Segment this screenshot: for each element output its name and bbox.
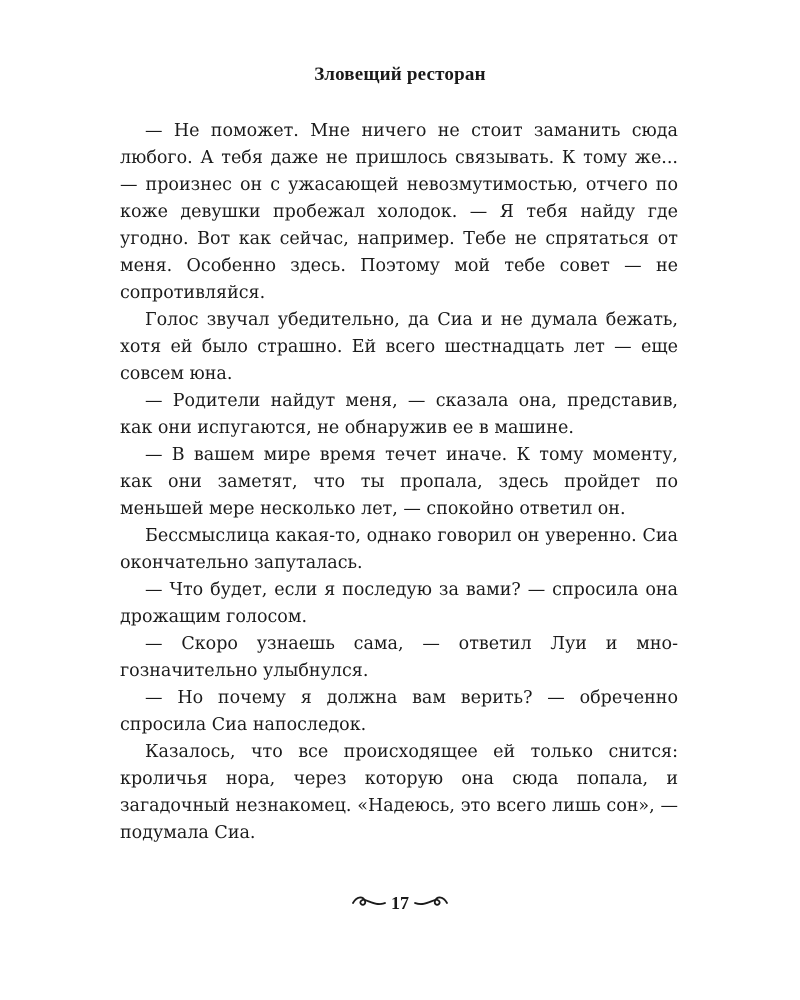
flourish-left-icon: [351, 894, 387, 912]
paragraph: — Не поможет. Мне ничего не стоит заманить сюда любого. А тебя даже не пришлось связывать. К тому же... — произнес он с ужасающей невозмутимостью, отчего по коже девушки пробежал холодок. — Я тебя найду где угодно. Вот как сейчас, например. Тебе не спрятаться от меня. Особенно здесь. Поэтому мой тебе совет — не сопротивляйся.: [120, 121, 678, 303]
paragraph: Казалось, что все происходящее ей только снится: кроличья нора, через которую она сюда попала, и загадочный незнакомец. «Надеюсь, это всего лишь сон», — подумала Сиа.: [120, 742, 678, 843]
paragraph: — Родители найдут меня, — сказала она, представив, как они испугаются, не обнаружив ее в машине.: [120, 391, 678, 438]
paragraph: — Скоро узнаешь сама, — ответил Луи и многозначительно улыбнулся.: [120, 634, 678, 681]
flourish-right-icon: [413, 894, 449, 912]
running-head-title: Зловещий ресторан: [314, 64, 486, 85]
paragraph: — В вашем мире время течет иначе. К тому моменту, как они заметят, что ты пропала, здесь пройдет по меньшей мере несколько лет, — спокойно ответил он.: [120, 445, 678, 519]
paragraph: Бессмыслица какая-то, однако говорил он уверенно. Сиа окончательно запуталась.: [120, 526, 678, 573]
page-number: 17: [391, 893, 409, 913]
paragraph: — Что будет, если я последую за вами? — спросила она дрожащим голосом.: [120, 580, 678, 627]
paragraph: Голос звучал убедительно, да Сиа и не думала бежать, хотя ей было страшно. Ей всего шестнадцать лет — еще совсем юна.: [120, 310, 678, 384]
body-text: [120, 118, 678, 847]
page-folio: [0, 893, 800, 913]
paragraph: — Но почему я должна вам верить? — обреченно спросила Сиа напоследок.: [120, 688, 678, 735]
